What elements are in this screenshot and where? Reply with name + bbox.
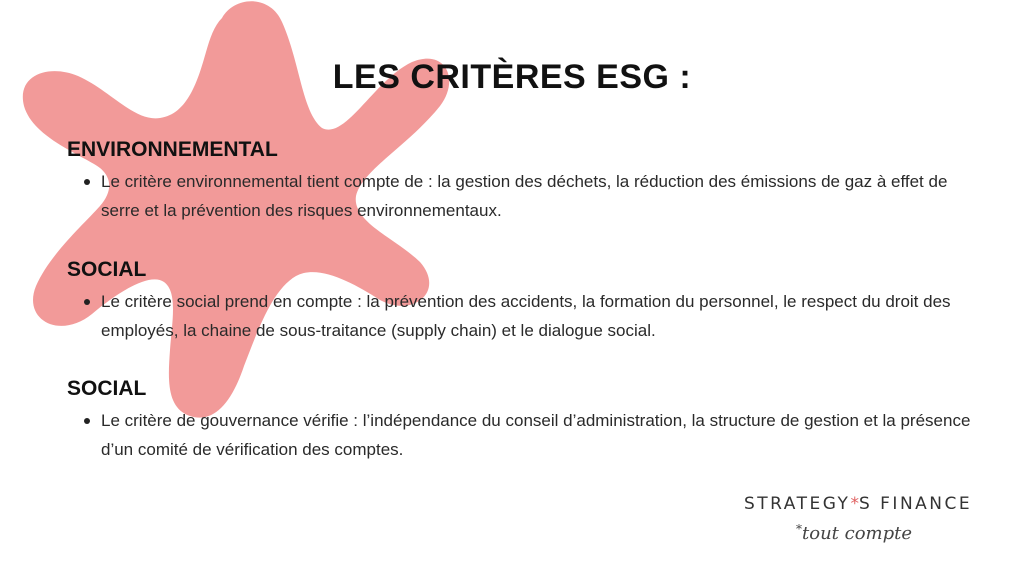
section-environmental <box>67 138 987 225</box>
bullet-list <box>67 288 987 345</box>
tagline-star: * <box>796 522 802 536</box>
bullet-item: Le critère social prend en compte : la prévention des accidents, la formation du personnel, le respect du droit des employés, la chaine de sous-traitance (supply chain) et le dialogue social. <box>101 288 987 345</box>
bullet-list <box>67 407 987 464</box>
section-heading: SOCIAL <box>67 377 147 400</box>
section-heading: SOCIAL <box>67 258 147 281</box>
page-title: LES CRITÈRES ESG : <box>332 58 692 96</box>
section-governance <box>67 377 987 464</box>
brand-star: * <box>850 494 859 514</box>
brand-logo <box>744 494 972 514</box>
brand-name-part2: S FINANCE <box>858 494 973 514</box>
section-social <box>67 258 987 345</box>
tagline-text: tout compte <box>802 523 913 544</box>
bullet-list <box>67 168 987 225</box>
bullet-item: Le critère environnemental tient compte de : la gestion des déchets, la réduction des émissions de gaz à effet de serre et la prévention des risques environnementaux. <box>101 168 987 225</box>
section-heading: ENVIRONNEMENTAL <box>67 138 278 161</box>
brand-name-part1: STRATEGY <box>744 494 851 514</box>
brand-tagline <box>796 522 912 544</box>
bullet-item: Le critère de gouvernance vérifie : l’indépendance du conseil d’administration, la structure de gestion et la présence d’un comité de vérification des comptes. <box>101 407 987 464</box>
